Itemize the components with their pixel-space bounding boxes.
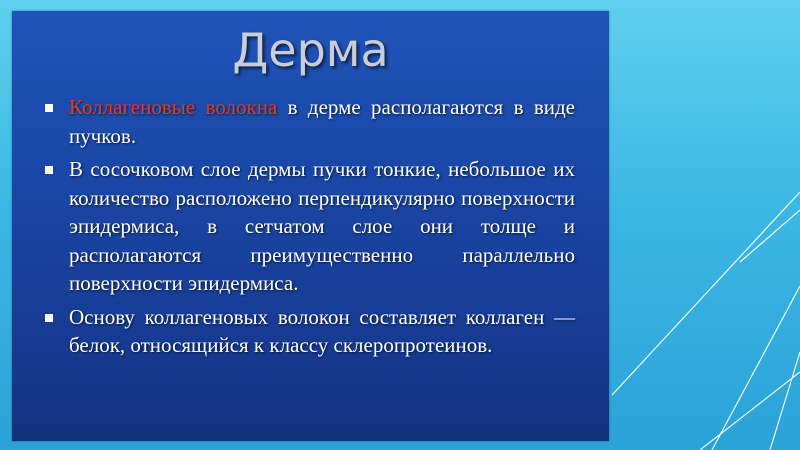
bullet-text: Основу коллагеновых волокон составляет коллаген — белок, относящийся к классу склеропротеинов. xyxy=(69,304,575,357)
bullet-text-rest: в дерме располагаются в виде пучков. xyxy=(69,95,575,148)
bullet-text: В сосочковом слое дермы пучки тонкие, небольшое их количество расположено перпендикулярно поверхности эпидермиса, в сетчатом слое они толще и располагаются преимущественно параллельно поверхности эпидермиса. xyxy=(69,157,575,295)
slide-title: Дерма xyxy=(232,23,389,77)
square-bullet-icon xyxy=(45,104,53,112)
square-bullet-icon xyxy=(45,166,53,174)
bullet-text xyxy=(69,93,575,150)
square-bullet-icon xyxy=(45,314,53,322)
bullet-item-papillary-layer xyxy=(45,155,575,298)
bullet-list xyxy=(45,93,575,365)
bullet-item-collagen-basis xyxy=(45,303,575,360)
slide-panel xyxy=(12,11,609,441)
bullet-item-collagen-bundles xyxy=(45,93,575,150)
highlighted-term: Коллагеновые волокна xyxy=(69,95,278,119)
